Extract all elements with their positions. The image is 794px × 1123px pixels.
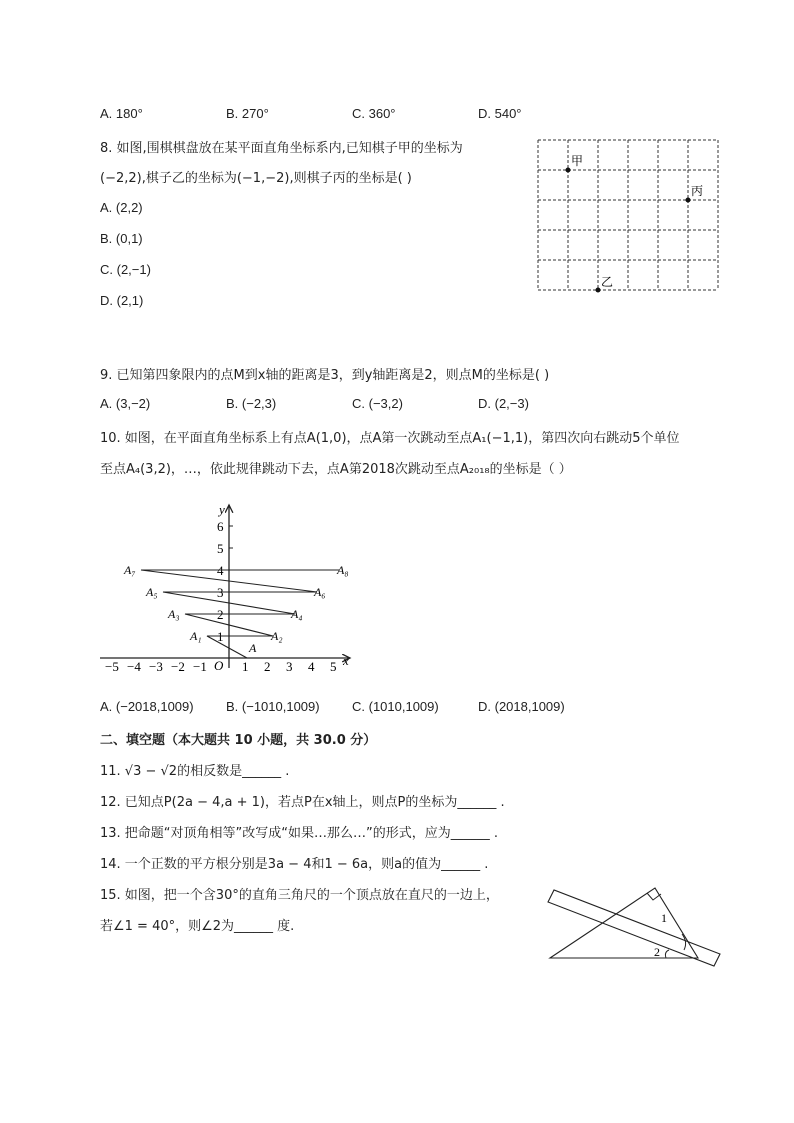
label-yi: 乙 xyxy=(601,275,614,289)
q9-option-a: A. (3,−2) xyxy=(100,396,151,411)
q14-question: 14. 一个正数的平方根分别是3a − 4和1 − 6a，则a的值为______ . xyxy=(100,857,489,872)
y-tick-4: 4 xyxy=(217,563,224,578)
point-label-a5: A₅ xyxy=(146,585,158,599)
y-tick-2: 2 xyxy=(217,607,224,622)
q12-question: 12. 已知点P(2a − 4,a + 1)，若点P在x轴上，则点P的坐标为______ . xyxy=(100,795,505,810)
q7-option-b: B. 270° xyxy=(226,106,269,121)
q7-option-a: A. 180° xyxy=(100,106,143,121)
q10-option-c: C. (1010,1009) xyxy=(352,699,439,714)
angle-label-1: 1 xyxy=(661,911,667,925)
q10-option-b: B. (−1010,1009) xyxy=(226,699,320,714)
angle-label-2: 2 xyxy=(654,945,660,959)
q9-option-d: D. (2,−3) xyxy=(478,396,529,411)
q8-option-d: D. (2,1) xyxy=(100,293,144,308)
y-axis-label: y xyxy=(219,502,225,517)
q15-question-line2: 若∠1 = 40°，则∠2为______ 度. xyxy=(100,919,295,934)
point-label-a: A xyxy=(249,641,257,655)
label-bing: 丙 xyxy=(691,184,704,198)
go-board-figure xyxy=(530,134,730,299)
y-tick-3: 3 xyxy=(217,585,224,600)
q9-question: 9. 已知第四象限内的点M到x轴的距离是3，到y轴距离是2，则点M的坐标是( ) xyxy=(100,368,550,383)
x-tick-neg4: −4 xyxy=(127,659,141,674)
point-label-a3: A₃ xyxy=(168,607,180,621)
point-label-a8: A₈ xyxy=(337,563,349,577)
x-tick-neg3: −3 xyxy=(149,659,163,674)
triangle-ruler-figure xyxy=(540,882,730,972)
q8-question-line1: 8. 如图,围棋棋盘放在某平面直角坐标系内,已知棋子甲的坐标为 xyxy=(100,141,463,156)
q13-question: 13. 把命题“对顶角相等”改写成“如果…那么…”的形式，应为______ . xyxy=(100,826,499,841)
q15-question-line1: 15. 如图，把一个含30°的直角三角尺的一个顶点放在直尺的一边上， xyxy=(100,888,499,903)
point-label-a2: A₂ xyxy=(271,629,283,643)
x-axis-label: x xyxy=(343,653,349,668)
piece-bing xyxy=(686,198,691,203)
y-tick-5: 5 xyxy=(217,541,224,556)
q11-question: 11. √3 − √2的相反数是______ . xyxy=(100,764,290,779)
q7-option-d: D. 540° xyxy=(478,106,522,121)
x-tick-neg2: −2 xyxy=(171,659,185,674)
point-label-a7: A₇ xyxy=(124,563,136,577)
point-label-a4: A₄ xyxy=(291,607,303,621)
point-label-a1: A₁ xyxy=(190,629,202,643)
section2-heading: 二、填空题（本大题共 10 小题，共 30.0 分） xyxy=(100,733,377,748)
x-tick-4: 4 xyxy=(308,659,315,674)
point-label-a6: A₆ xyxy=(314,585,326,599)
q8-option-c: C. (2,−1) xyxy=(100,262,151,277)
q8-question-line2: (−2,2),棋子乙的坐标为(−1,−2),则棋子丙的坐标是( ) xyxy=(100,171,412,186)
jump-graph-figure xyxy=(95,500,365,675)
y-tick-6: 6 xyxy=(217,519,224,534)
q9-option-b: B. (−2,3) xyxy=(226,396,277,411)
q9-option-c: C. (−3,2) xyxy=(352,396,403,411)
x-tick-2: 2 xyxy=(264,659,271,674)
q8-option-a: A. (2,2) xyxy=(100,200,143,215)
x-tick-neg1: −1 xyxy=(193,659,207,674)
x-tick-neg5: −5 xyxy=(105,659,119,674)
y-tick-1: 1 xyxy=(217,629,224,644)
label-jia: 甲 xyxy=(571,154,584,168)
x-tick-1: 1 xyxy=(242,659,249,674)
q10-option-d: D. (2018,1009) xyxy=(478,699,565,714)
q10-option-a: A. (−2018,1009) xyxy=(100,699,194,714)
x-tick-5: 5 xyxy=(330,659,337,674)
set-square xyxy=(550,888,698,958)
q8-option-b: B. (0,1) xyxy=(100,231,143,246)
q10-question-line2: 至点A₄(3,2)，…，依此规律跳动下去，点A第2018次跳动至点A₂₀₁₈的坐标是（ ） xyxy=(100,462,572,477)
x-tick-3: 3 xyxy=(286,659,293,674)
q7-option-c: C. 360° xyxy=(352,106,396,121)
piece-yi xyxy=(596,288,601,293)
origin-label: O xyxy=(214,658,224,673)
q10-question-line1: 10. 如图，在平面直角坐标系上有点A(1,0)，点A第一次跳动至点A₁(−1,1)，第四次向右跳动5个单位 xyxy=(100,431,680,446)
piece-jia xyxy=(566,168,571,173)
